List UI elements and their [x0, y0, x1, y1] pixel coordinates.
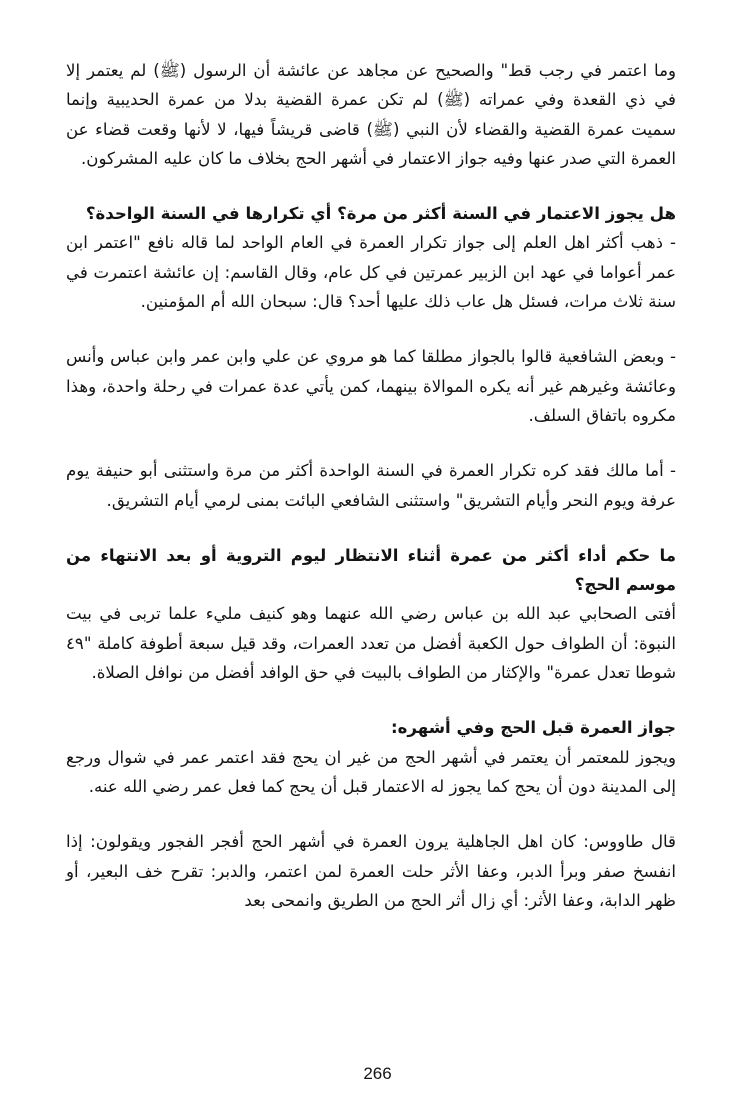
paragraph-umrah-in-hajj-months: ويجوز للمعتمر أن يعتمر في أشهر الحج من غير ان يحج فقد اعتمر عمر في شوال ورجع إلى المدينة دون أن يحج كما يجوز له الاعتمار قبل أن يحج كما فعل عمر رضي الله عنه. — [66, 747, 676, 796]
paragraph-maliki-view: - أما مالك فقد كره تكرار العمرة في السنة الواحدة أكثر من مرة واستثنى أبو حنيفة يوم عرفة ويوم النحر وأيام التشريق" واستثنى الشافعي البائت بمنى لرمي أيام التشريق. — [66, 461, 676, 510]
paragraph-umrah-rajab: وما اعتمر في رجب قط" والصحيح عن مجاهد عن عائشة أن الرسول (ﷺ) لم يعتمر إلا في ذي القعدة وفي عمراته (ﷺ) لم تكن عمرة القضية بدلا من عمرة الحديبية وإنما سميت عمرة القضية والقضاء لأن النبي (ﷺ) قاضى قريشاً فيها، لا لأنها وقعت قضاء عن العمرة التي صدر عنها وفيه جواز الاعتمار في أشهر الحج بخلاف ما كان عليه المشركون. — [66, 61, 676, 168]
document-page — [66, 56, 676, 941]
heading-multiple-umrah-ruling: ما حكم أداء أكثر من عمرة أثناء الانتظار ليوم التروية أو بعد الانتهاء من موسم الحج؟ — [66, 545, 676, 595]
heading-repeat-umrah: هل يجوز الاعتمار في السنة أكثر من مرة؟ أي تكرارها في السنة الواحدة؟ — [85, 204, 676, 224]
heading-umrah-before-hajj: جواز العمرة قبل الحج وفي أشهره: — [391, 718, 676, 738]
paragraph-majority-view: - ذهب أكثر اهل العلم إلى جواز تكرار العمرة في العام الواحد لما قاله نافع "اعتمر ابن عمر أعواما في عهد ابن الزبير عمرتين في كل عام، وقال القاسم: إن عائشة اعتمرت في سنة ثلاث مرات، فسئل هل عاب ذلك عليها أحد؟ قال: سبحان الله أم المؤمنين. — [66, 233, 676, 312]
paragraph-ibn-abbas-fatwa: أفتى الصحابي عبد الله بن عباس رضي الله عنهما وهو كنيف مليء علما تربى في بيت النبوة: أن الطواف حول الكعبة أفضل من تعدد العمرات، وقد قيل سبعة أطوفة كاملة "٤٩ شوطا تعدل عمرة" والإكثار من الطواف بالبيت في حق الوافد أفضل من نوافل الصلاة. — [66, 604, 676, 683]
paragraph-shafii-view: - وبعض الشافعية قالوا بالجواز مطلقا كما هو مروي عن علي وابن عمر وابن عباس وأنس وعائشة وغيرهم غير أنه يكره الموالاة بينهما، كمن يأتي عدة عمرات في رحلة واحدة، وهذا مكروه باتفاق السلف. — [66, 347, 676, 425]
paragraph-tawus-quote: قال طاووس: كان اهل الجاهلية يرون العمرة في أشهر الحج أفجر الفجور ويقولون: إذا انفسخ صفر وبرأ الدبر، وعفا الأثر حلت العمرة لمن اعتمر، والدبر: تقرح خف البعير، أو ظهر الدابة، وعفا الأثر: أي زال أثر الحج من الطريق وانمحى بعد — [66, 832, 676, 910]
page-number: 266 — [363, 1064, 392, 1083]
